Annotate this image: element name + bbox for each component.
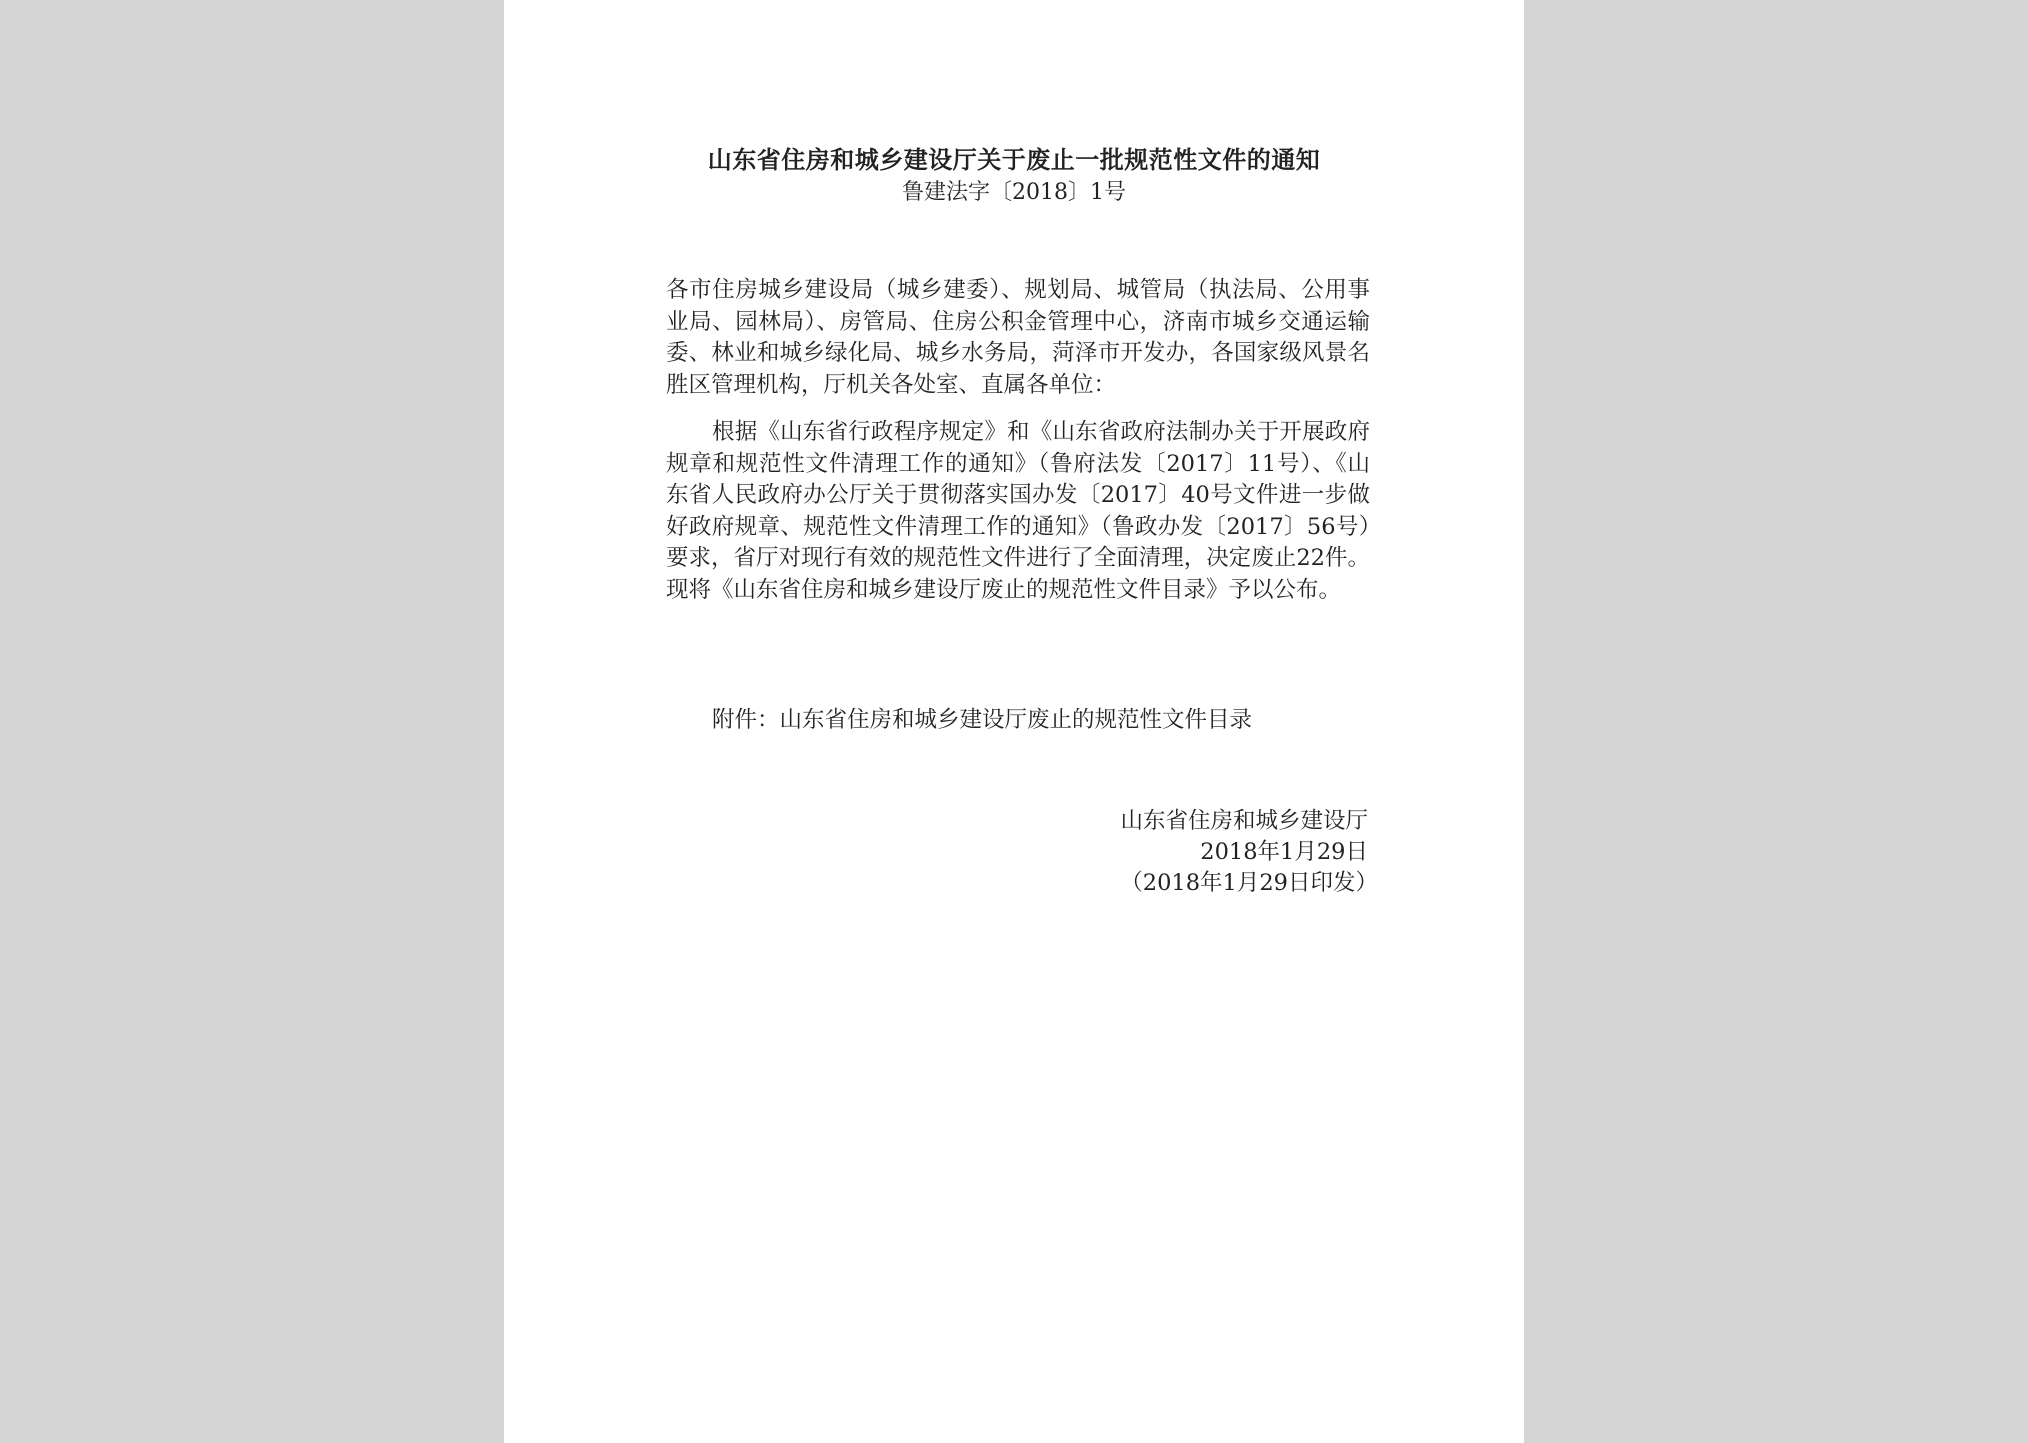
body-paragraph: 根据《山东省行政程序规定》和《山东省政府法制办关于开展政府规章和规范性文件清理工作的通知》（鲁府法发〔2017〕11号）、《山东省人民政府办公厅关于贯彻落实国办发〔2017〕40号文件进一步做好政府规章、规范性文件清理工作的通知》（鲁政办发〔2017〕56号）要求，省厅对现行有效的规范性文件进行了全面清理，决定废止22件。现将《山东省住房和城乡建设厅废止的规范性文件目录》予以公布。 [666,419,1370,603]
signature-date: 2018年1月29日 [1200,839,1368,865]
document-title: 山东省住房和城乡建设厅关于废止一批规范性文件的通知 [707,145,1321,174]
signature-org: 山东省住房和城乡建设厅 [1120,808,1368,834]
signature-block [1120,806,1378,899]
salutation-paragraph: 各市住房城乡建设局（城乡建委）、规划局、城管局（执法局、公用事业局、园林局）、房管局、住房公积金管理中心，济南市城乡交通运输委、林业和城乡绿化局、城乡水务局，菏泽市开发办，各国家级风景名胜区管理机构，厅机关各处室、直属各单位： [666,277,1370,398]
signature-print-date: （2018年1月29日印发） [1120,870,1378,896]
attachment-line: 附件：山东省住房和城乡建设厅废止的规范性文件目录 [712,707,1253,733]
document-number: 鲁建法字〔2018〕1号 [902,180,1126,205]
document-page [504,0,1524,1443]
